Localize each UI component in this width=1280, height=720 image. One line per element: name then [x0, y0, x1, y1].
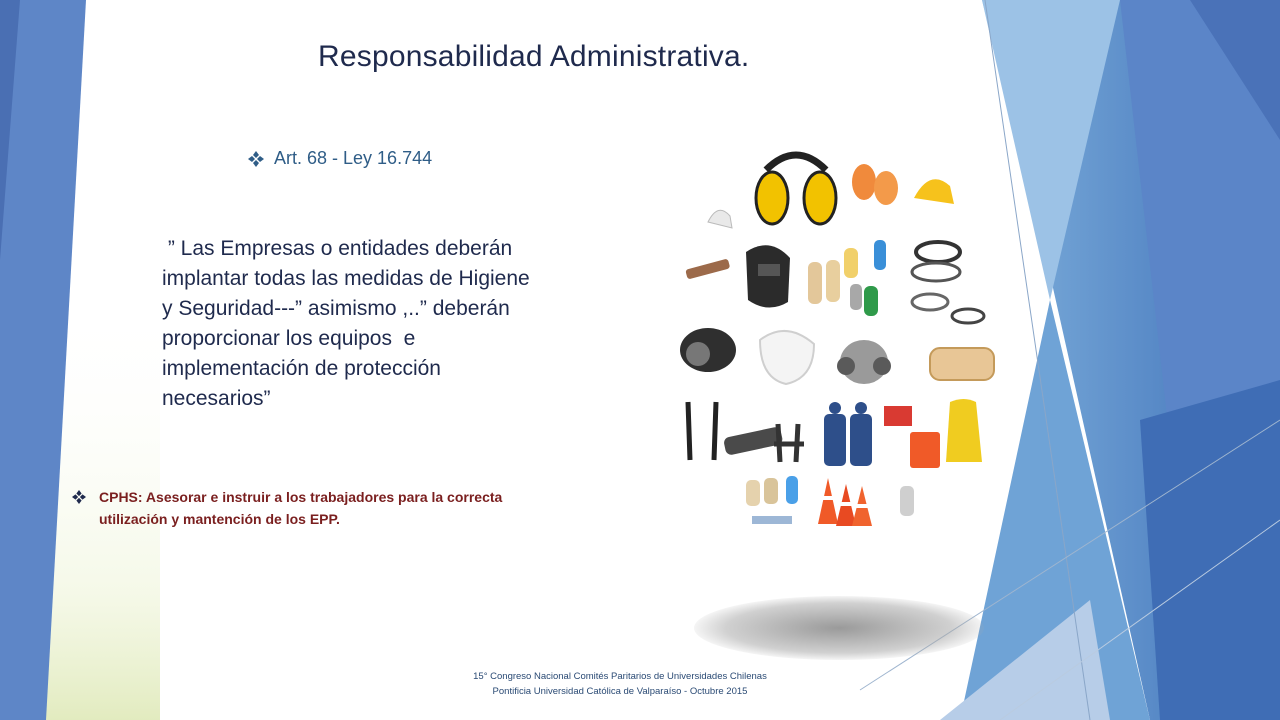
safety-goggles-icon	[912, 242, 984, 323]
earplugs-icon	[852, 164, 898, 205]
article-reference	[248, 148, 432, 169]
slide-title: Responsabilidad Administrativa.	[318, 40, 750, 73]
white-item-icon	[752, 516, 792, 524]
footer-line: Pontificia Universidad Católica de Valparaíso - Octubre 2015	[492, 686, 748, 697]
harness-icon	[688, 402, 716, 460]
respirator-icon	[680, 328, 736, 372]
quote-line: implantar todas las medidas de Higiene	[162, 267, 530, 290]
work-gloves-icon	[746, 476, 798, 506]
cphs-note-line: utilización y mantención de los EPP.	[99, 511, 340, 527]
diamond-bullet-icon	[248, 151, 264, 167]
quote-line: implementación de protección	[162, 357, 441, 380]
half-mask-respirator-icon	[837, 340, 891, 384]
quote-line: ” Las Empresas o entidades deberán	[162, 237, 513, 260]
welding-mask-icon	[746, 245, 790, 307]
quote-line: proporcionar los equipos e	[162, 327, 416, 350]
tool-belt-icon	[723, 426, 783, 456]
quote-line: necesarios”	[162, 387, 271, 410]
hard-hat-icon	[914, 179, 954, 204]
diamond-bullet-icon	[72, 490, 86, 504]
back-support-belt-icon	[930, 348, 994, 380]
image-shadow	[694, 596, 984, 660]
footer-line: 15° Congreso Nacional Comités Paritarios de Universidades Chilenas	[473, 671, 767, 682]
dust-mask-icon	[760, 331, 814, 384]
reflective-vest-icon	[910, 432, 940, 468]
traffic-cones-icon	[818, 478, 872, 526]
safety-harness-icon	[774, 424, 804, 462]
raincoat-icon	[946, 399, 982, 462]
quote-line: y Seguridad---” asimismo ,..” deberán	[162, 297, 510, 320]
footer	[420, 669, 820, 699]
coveralls-icon	[824, 402, 872, 466]
earmuffs-icon	[756, 155, 836, 224]
red-cloth-icon	[884, 406, 912, 426]
cphs-note-line: CPHS: Asesorar e instruir a los trabajadores para la correcta	[99, 489, 503, 505]
ppe-equipment-collage	[668, 140, 1008, 560]
cphs-note	[72, 486, 592, 530]
gloves-icon	[808, 240, 886, 316]
grey-glove-icon	[900, 486, 914, 516]
white-helmet-icon	[708, 210, 732, 228]
law-quote	[162, 234, 602, 414]
tool-icon	[685, 259, 730, 280]
article-reference-text: Art. 68 - Ley 16.744	[274, 148, 433, 168]
